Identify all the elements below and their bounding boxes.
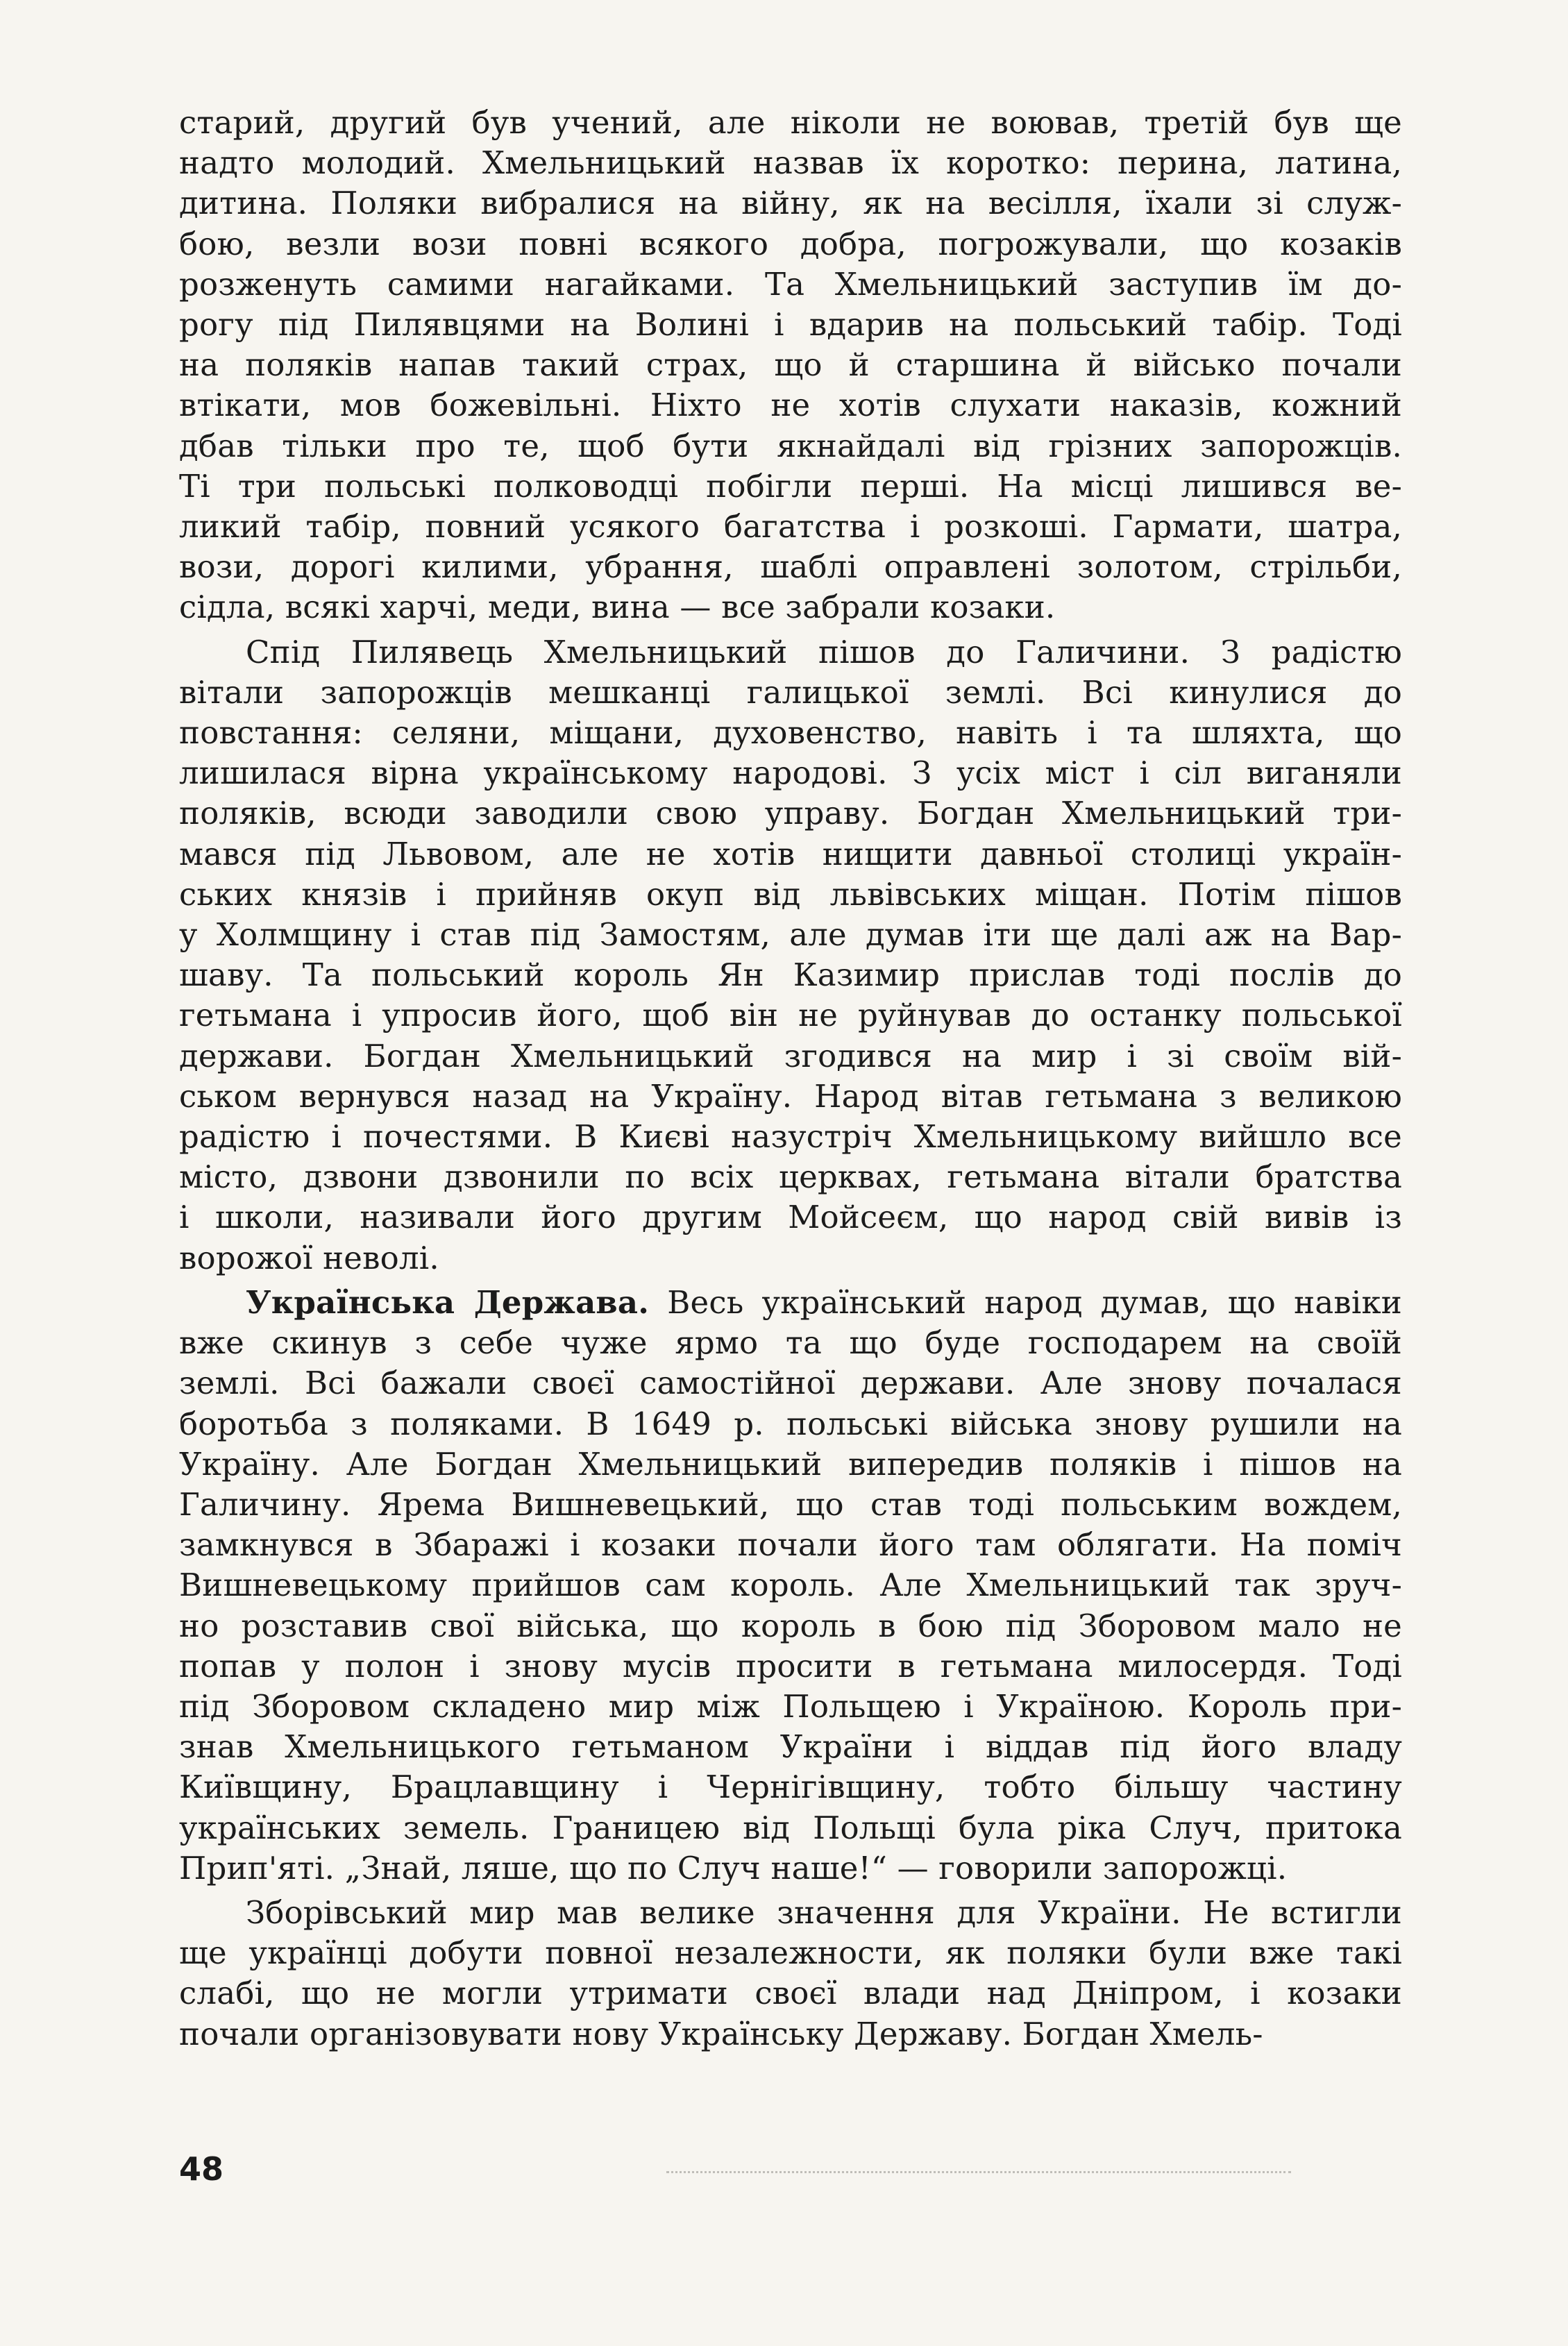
text-line: розженуть самими нагайками. Та Хмельницький заступив їм до- — [179, 265, 1402, 303]
page-body-text — [179, 103, 1402, 2059]
text-line: Спід Пилявець Хмельницький пішов до Галичини. З радістю — [246, 633, 1402, 670]
text-line: радістю і почестями. В Києві назустріч Хмельницькому вийшло все — [179, 1118, 1402, 1156]
text-line: боротьба з поляками. В 1649 р. польські війська знову рушили на — [179, 1405, 1402, 1442]
text-line: дбав тільки про те, щоб бути якнайдалі від грізних запорожців. — [179, 427, 1402, 464]
text-line: попав у полон і знову мусів просити в гетьмана милосердя. Тоді — [179, 1647, 1402, 1685]
page-number: 48 — [179, 2150, 224, 2188]
text-line: ськом вернувся назад на Україну. Народ вітав гетьмана з великою — [179, 1077, 1402, 1115]
text-line: українських земель. Границею від Польщі була ріка Случ, притока — [179, 1809, 1402, 1846]
text-line: ще українці добути повної незалежности, як поляки були вже такі — [179, 1934, 1402, 1972]
text-line: у Холмщину і став під Замостям, але думав іти ще далі аж на Вар- — [179, 916, 1402, 954]
text-line: ликий табір, повний усякого багатства і розкоші. Гармати, шатра, — [179, 508, 1402, 546]
text-line: шаву. Та польський король Ян Казимир прислав тоді послів до — [179, 956, 1402, 994]
text-line: на поляків напав такий страх, що й старшина й військо почали — [179, 346, 1402, 384]
text-line: вітали запорожців мешканці галицької землі. Всі кинулися до — [179, 673, 1402, 711]
text-line: Вишневецькому прийшов сам король. Але Хмельницький так зруч- — [179, 1567, 1402, 1604]
text-line: і школи, називали його другим Мойсеєм, що народ свій вивів із — [179, 1199, 1402, 1236]
text-line: но розставив свої війська, що король в бою під Зборовом мало не — [179, 1607, 1402, 1644]
text-line: землі. Всі бажали своєї самостійної держави. Але знову почалася — [179, 1365, 1402, 1402]
text-line: Київщину, Брацлавщину і Чернігівщину, тобто більшу частину — [179, 1769, 1402, 1806]
text-line: місто, дзвони дзвонили по всіх церквах, гетьмана вітали братства — [179, 1158, 1402, 1196]
text-line: Прип'яті. „Знай, ляше, що по Случ наше!“ — говорили запорожці. — [179, 1849, 1288, 1887]
text-line: мався під Львовом, але не хотів нищити давньої столиці україн- — [179, 835, 1402, 872]
text-line: надто молодий. Хмельницький назвав їх коротко: перина, латина, — [179, 144, 1402, 182]
text-line: повстання: селяни, міщани, духовенство, навіть і та шляхта, що — [179, 714, 1402, 752]
text-line: рогу під Пилявцями на Волині і вдарив на польський табір. Тоді — [179, 306, 1402, 344]
text-line: Галичину. Ярема Вишневецький, що став тоді польським вождем, — [179, 1485, 1402, 1523]
text-line: Україну. Але Богдан Хмельницький випередив поляків і пішов на — [179, 1445, 1402, 1483]
paragraph — [179, 632, 1402, 1279]
text-line: поляків, всюди заводили свою управу. Богдан Хмельницький три- — [179, 795, 1402, 832]
section-heading: Українська Держава. — [246, 1283, 650, 1321]
paragraph — [179, 1893, 1402, 2054]
text-line: Ті три польські полководці побігли перші. На місці лишився ве- — [179, 467, 1402, 505]
text-line: слабі, що не могли утримати своєї влади над Дніпром, і козаки — [179, 1975, 1402, 2012]
paragraph — [179, 1283, 1402, 1889]
text-line: бою, везли вози повні всякого добра, погрожували, що козаків — [179, 225, 1402, 262]
text-line: вже скинув з себе чуже ярмо та що буде господарем на своїй — [179, 1324, 1402, 1362]
text-line: дитина. Поляки вибралися на війну, як на весілля, їхали зі служ- — [179, 185, 1402, 222]
text-line: втікати, мов божевільні. Ніхто не хотів слухати наказів, кожний — [179, 387, 1402, 424]
text-line: ворожої неволі. — [179, 1239, 439, 1276]
text-line: вози, дорогі килими, убрання, шаблі оправлені золотом, стрільби, — [179, 548, 1402, 586]
paragraph — [179, 103, 1402, 628]
text-line: під Зборовом складено мир між Польщею і Україною. Король при- — [179, 1687, 1402, 1725]
text-line-content: Весь український народ думав, що навіки — [649, 1283, 1402, 1321]
text-line: Зборівський мир мав велике значення для України. Не встигли — [246, 1893, 1402, 1931]
text-line: гетьмана і упросив його, щоб він не руйнував до останку польської — [179, 997, 1402, 1034]
text-line: старий, другий був учений, але ніколи не воював, третій був ще — [179, 104, 1402, 141]
paragraph-gap — [179, 2054, 1402, 2059]
text-line: почали організовувати нову Українську Державу. Богдан Хмель- — [179, 2015, 1263, 2052]
text-line: знав Хмельницького гетьманом України і віддав під його владу — [179, 1728, 1402, 1766]
text-line: держави. Богдан Хмельницький згодився на мир і зі своїм вій- — [179, 1037, 1402, 1074]
text-line: замкнувся в Збаражі і козаки почали його там облягати. На поміч — [179, 1526, 1402, 1564]
scan-noise-line — [666, 2171, 1291, 2177]
text-line: ських князів і прийняв окуп від львівських міщан. Потім пішов — [179, 875, 1402, 913]
text-line: сідла, всякі харчі, меди, вина — все забрали козаки. — [179, 589, 1056, 626]
text-line — [179, 1283, 1402, 1323]
text-line: лишилася вірна українському народові. З усіх міст і сіл виганяли — [179, 754, 1402, 792]
